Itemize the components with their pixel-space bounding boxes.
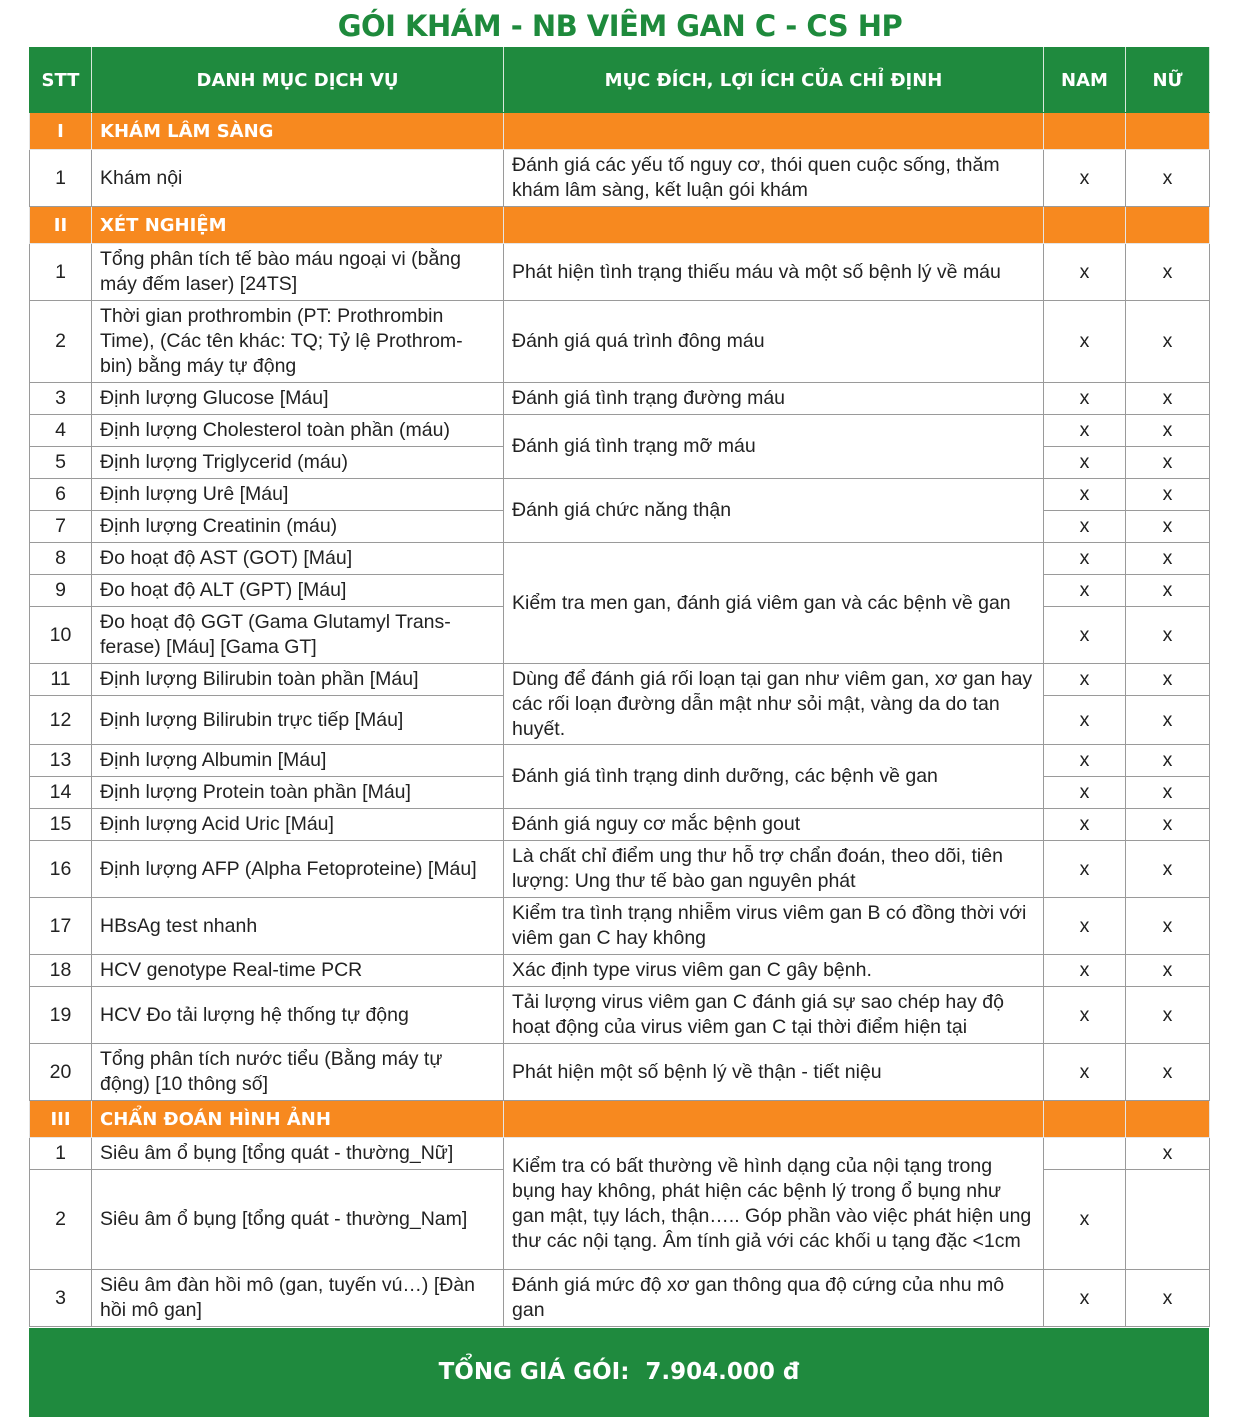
table-row <box>30 1270 1210 1327</box>
col-purpose-header: MỤC ĐÍCH, LỢI ÍCH CỦA CHỈ ĐỊNH <box>504 48 1044 113</box>
row-service: Định lượng Creatinin (máu) <box>92 511 504 543</box>
row-stt: 19 <box>30 987 92 1044</box>
row-purpose: Đánh giá quá trình đông máu <box>504 301 1044 383</box>
row-female-mark: x <box>1126 511 1210 543</box>
service-table <box>29 47 1210 1327</box>
row-service: Định lượng Bilirubin trực tiếp [Máu] <box>92 696 504 745</box>
table-row <box>30 543 1210 575</box>
section-blank <box>504 207 1044 244</box>
row-male-mark: x <box>1044 898 1126 955</box>
row-service: Siêu âm ổ bụng [tổng quát - thường_Nam] <box>92 1170 504 1270</box>
row-service: HCV genotype Real-time PCR <box>92 955 504 987</box>
row-purpose: Đánh giá tình trạng mỡ máu <box>504 415 1044 479</box>
row-stt: 10 <box>30 607 92 664</box>
table-row <box>30 955 1210 987</box>
row-service: Định lượng AFP (Alpha Fetoproteine) [Máu] <box>92 841 504 898</box>
table-row <box>30 415 1210 447</box>
row-stt: 12 <box>30 696 92 745</box>
table-row <box>30 244 1210 301</box>
row-male-mark: x <box>1044 696 1126 745</box>
row-stt: 14 <box>30 777 92 809</box>
row-stt: 16 <box>30 841 92 898</box>
row-service: Đo hoạt độ AST (GOT) [Máu] <box>92 543 504 575</box>
section-number: II <box>30 207 92 244</box>
row-female-mark <box>1126 1170 1210 1270</box>
row-service: Định lượng Urê [Máu] <box>92 479 504 511</box>
row-female-mark: x <box>1126 898 1210 955</box>
row-female-mark: x <box>1126 150 1210 207</box>
header-row <box>30 48 1210 113</box>
row-male-mark: x <box>1044 511 1126 543</box>
row-male-mark: x <box>1044 1044 1126 1101</box>
section-blank <box>1126 207 1210 244</box>
section-title: XÉT NGHIỆM <box>92 207 504 244</box>
table-row <box>30 664 1210 696</box>
row-male-mark: x <box>1044 607 1126 664</box>
section-number: III <box>30 1101 92 1138</box>
row-stt: 17 <box>30 898 92 955</box>
row-service: Tổng phân tích nước tiểu (Bằng máy tự động) [10 thông số] <box>92 1044 504 1101</box>
total-label: TỔNG GIÁ GÓI: <box>438 1359 630 1385</box>
row-service: HBsAg test nhanh <box>92 898 504 955</box>
row-service: Định lượng Cholesterol toàn phần (máu) <box>92 415 504 447</box>
row-female-mark: x <box>1126 447 1210 479</box>
row-male-mark: x <box>1044 244 1126 301</box>
row-stt: 4 <box>30 415 92 447</box>
section-blank <box>504 113 1044 150</box>
row-stt: 3 <box>30 1270 92 1327</box>
row-purpose: Đánh giá mức độ xơ gan thông qua độ cứng của nhu mô gan <box>504 1270 1044 1327</box>
row-stt: 11 <box>30 664 92 696</box>
row-stt: 9 <box>30 575 92 607</box>
row-purpose: Kiểm tra có bất thường về hình dạng của nội tạng trong bụng hay không, phát hiện các bệnh lý trong ổ bụng như gan mật, tụy lách, thận….. Góp phần vào việc phát hiện ung thư các nội tạng. Âm tính giả với các khối u tạng đặc <1cm <box>504 1138 1044 1270</box>
row-purpose: Phát hiện tình trạng thiếu máu và một số bệnh lý về máu <box>504 244 1044 301</box>
row-female-mark: x <box>1126 383 1210 415</box>
table-row <box>30 745 1210 777</box>
row-female-mark: x <box>1126 1270 1210 1327</box>
row-service: Định lượng Acid Uric [Máu] <box>92 809 504 841</box>
col-service-header: DANH MỤC DỊCH VỤ <box>92 48 504 113</box>
total-value: 7.904.000 đ <box>645 1359 800 1385</box>
row-stt: 6 <box>30 479 92 511</box>
row-purpose: Tải lượng virus viêm gan C đánh giá sự sao chép hay độ hoạt động của virus viêm gan C tại thời điểm hiện tại <box>504 987 1044 1044</box>
row-purpose: Đánh giá tình trạng dinh dưỡng, các bệnh về gan <box>504 745 1044 809</box>
row-service: Khám nội <box>92 150 504 207</box>
row-male-mark: x <box>1044 301 1126 383</box>
section-title: KHÁM LÂM SÀNG <box>92 113 504 150</box>
row-female-mark: x <box>1126 987 1210 1044</box>
col-male-header: NAM <box>1044 48 1126 113</box>
row-female-mark: x <box>1126 841 1210 898</box>
col-female-header: NỮ <box>1126 48 1210 113</box>
section-blank <box>1044 113 1126 150</box>
section-blank <box>1044 207 1126 244</box>
col-stt-header: STT <box>30 48 92 113</box>
row-male-mark: x <box>1044 575 1126 607</box>
row-stt: 3 <box>30 383 92 415</box>
row-female-mark: x <box>1126 745 1210 777</box>
row-purpose: Đánh giá các yếu tố nguy cơ, thói quen cuộc sống, thăm khám lâm sàng, kết luận gói khám <box>504 150 1044 207</box>
row-female-mark: x <box>1126 955 1210 987</box>
row-service: Đo hoạt độ ALT (GPT) [Máu] <box>92 575 504 607</box>
row-service: Siêu âm ổ bụng [tổng quát - thường_Nữ] <box>92 1138 504 1170</box>
row-male-mark <box>1044 1138 1126 1170</box>
row-female-mark: x <box>1126 1138 1210 1170</box>
table-row <box>30 1138 1210 1170</box>
row-male-mark: x <box>1044 745 1126 777</box>
row-purpose: Là chất chỉ điểm ung thư hỗ trợ chẩn đoán, theo dõi, tiên lượng: Ung thư tế bào gan nguyên phát <box>504 841 1044 898</box>
row-stt: 2 <box>30 1170 92 1270</box>
row-female-mark: x <box>1126 1044 1210 1101</box>
row-male-mark: x <box>1044 1170 1126 1270</box>
table-row <box>30 809 1210 841</box>
row-stt: 1 <box>30 150 92 207</box>
row-service: Tổng phân tích tế bào máu ngoại vi (bằng máy đếm laser) [24TS] <box>92 244 504 301</box>
section-number: I <box>30 113 92 150</box>
table-row <box>30 1044 1210 1101</box>
row-female-mark: x <box>1126 607 1210 664</box>
row-male-mark: x <box>1044 809 1126 841</box>
row-female-mark: x <box>1126 415 1210 447</box>
row-stt: 2 <box>30 301 92 383</box>
section-blank <box>1126 113 1210 150</box>
row-female-mark: x <box>1126 543 1210 575</box>
row-service: Định lượng Glucose [Máu] <box>92 383 504 415</box>
row-service: Định lượng Triglycerid (máu) <box>92 447 504 479</box>
row-male-mark: x <box>1044 1270 1126 1327</box>
row-purpose: Xác định type virus viêm gan C gây bệnh. <box>504 955 1044 987</box>
row-service: Định lượng Bilirubin toàn phần [Máu] <box>92 664 504 696</box>
row-stt: 15 <box>30 809 92 841</box>
row-male-mark: x <box>1044 447 1126 479</box>
row-male-mark: x <box>1044 150 1126 207</box>
row-service: Siêu âm đàn hồi mô (gan, tuyến vú…) [Đàn hồi mô gan] <box>92 1270 504 1327</box>
row-service: Định lượng Albumin [Máu] <box>92 745 504 777</box>
section-row <box>30 207 1210 244</box>
row-male-mark: x <box>1044 543 1126 575</box>
row-service: Đo hoạt độ GGT (Gama Glutamyl Trans-ferase) [Máu] [Gama GT] <box>92 607 504 664</box>
row-male-mark: x <box>1044 415 1126 447</box>
row-male-mark: x <box>1044 479 1126 511</box>
section-blank <box>1126 1101 1210 1138</box>
row-purpose: Dùng để đánh giá rối loạn tại gan như viêm gan, xơ gan hay các rối loạn đường dẫn mật như sỏi mật, vàng da do tan huyết. <box>504 664 1044 745</box>
row-stt: 1 <box>30 244 92 301</box>
row-female-mark: x <box>1126 244 1210 301</box>
section-row <box>30 113 1210 150</box>
row-purpose: Đánh giá chức năng thận <box>504 479 1044 543</box>
page-title: GÓI KHÁM - NB VIÊM GAN C - CS HP <box>337 9 903 43</box>
row-stt: 18 <box>30 955 92 987</box>
table-row <box>30 301 1210 383</box>
row-stt: 13 <box>30 745 92 777</box>
table-row <box>30 841 1210 898</box>
section-row <box>30 1101 1210 1138</box>
section-blank <box>1044 1101 1126 1138</box>
row-stt: 8 <box>30 543 92 575</box>
row-male-mark: x <box>1044 987 1126 1044</box>
row-female-mark: x <box>1126 479 1210 511</box>
row-service: Thời gian prothrombin (PT: Prothrombin Time), (Các tên khác: TQ; Tỷ lệ Prothrom-bin) bằng máy tự động <box>92 301 504 383</box>
row-service: Định lượng Protein toàn phần [Máu] <box>92 777 504 809</box>
section-title: CHẨN ĐOÁN HÌNH ẢNH <box>92 1101 504 1138</box>
table-row <box>30 987 1210 1044</box>
row-male-mark: x <box>1044 777 1126 809</box>
row-purpose: Kiểm tra men gan, đánh giá viêm gan và các bệnh về gan <box>504 543 1044 664</box>
row-female-mark: x <box>1126 777 1210 809</box>
row-purpose: Phát hiện một số bệnh lý về thận - tiết niệu <box>504 1044 1044 1101</box>
table-row <box>30 383 1210 415</box>
row-female-mark: x <box>1126 809 1210 841</box>
table-row <box>30 150 1210 207</box>
total-price-bar <box>29 1328 1209 1417</box>
row-purpose: Đánh giá nguy cơ mắc bệnh gout <box>504 809 1044 841</box>
row-stt: 20 <box>30 1044 92 1101</box>
row-male-mark: x <box>1044 383 1126 415</box>
row-male-mark: x <box>1044 841 1126 898</box>
row-stt: 5 <box>30 447 92 479</box>
table-row <box>30 898 1210 955</box>
row-stt: 7 <box>30 511 92 543</box>
section-blank <box>504 1101 1044 1138</box>
row-service: HCV Đo tải lượng hệ thống tự động <box>92 987 504 1044</box>
row-male-mark: x <box>1044 955 1126 987</box>
row-stt: 1 <box>30 1138 92 1170</box>
row-purpose: Đánh giá tình trạng đường máu <box>504 383 1044 415</box>
row-female-mark: x <box>1126 664 1210 696</box>
row-female-mark: x <box>1126 575 1210 607</box>
row-purpose: Kiểm tra tình trạng nhiễm virus viêm gan B có đồng thời với viêm gan C hay không <box>504 898 1044 955</box>
row-male-mark: x <box>1044 664 1126 696</box>
row-female-mark: x <box>1126 301 1210 383</box>
table-row <box>30 479 1210 511</box>
row-female-mark: x <box>1126 696 1210 745</box>
